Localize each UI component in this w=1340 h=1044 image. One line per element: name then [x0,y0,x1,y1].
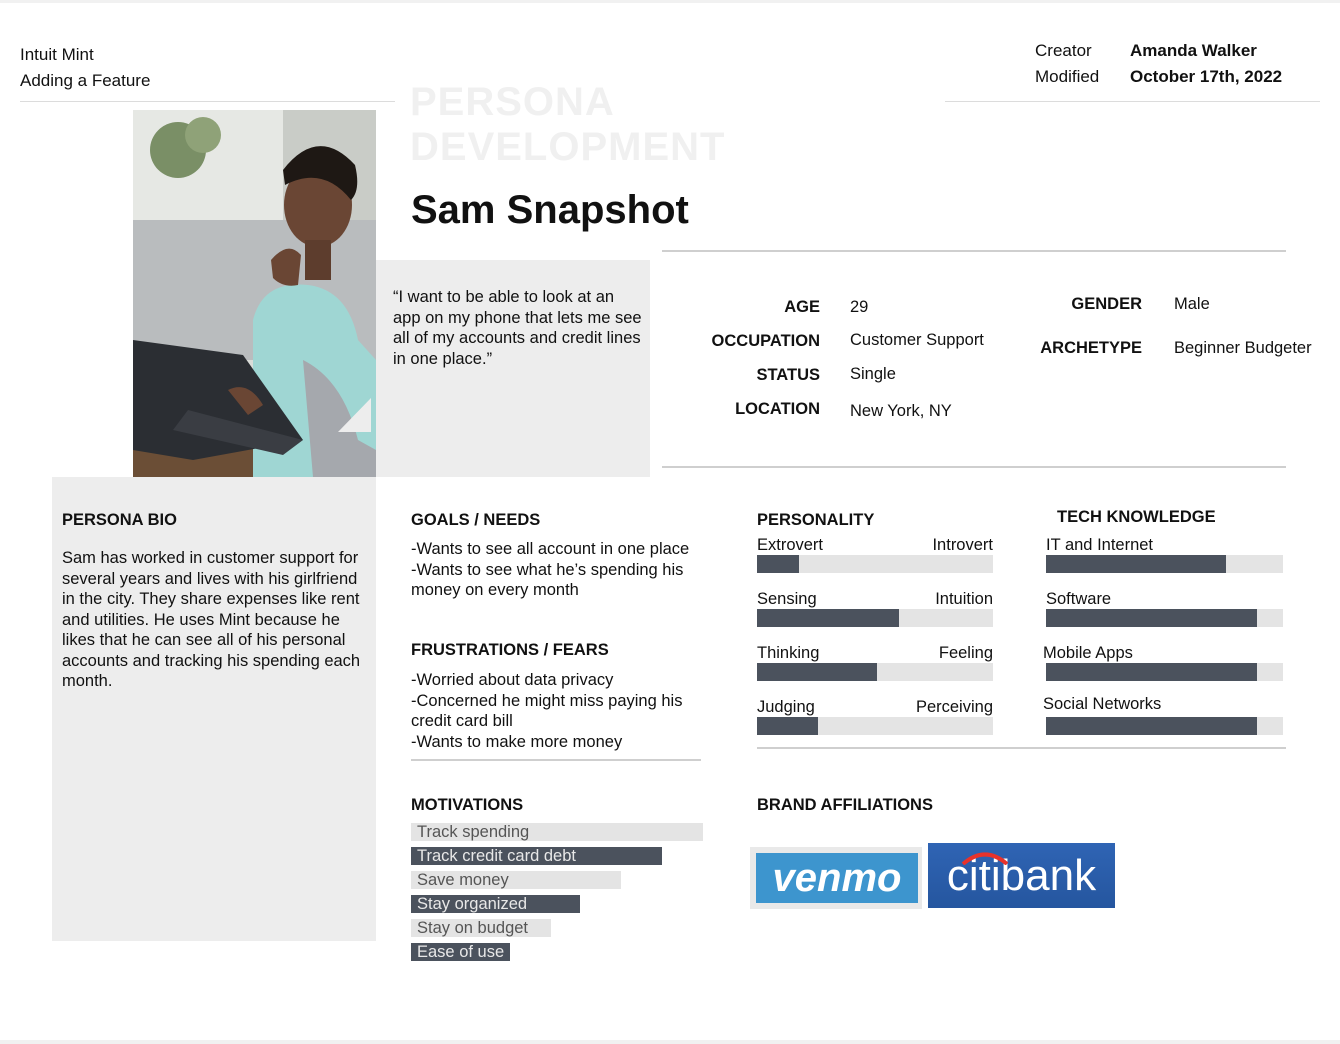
personality-title: PERSONALITY [757,511,875,529]
personality-trait [757,644,993,681]
trait-right-label: Introvert [932,536,993,554]
tech-bar-fill [1046,555,1226,573]
tech-label: Software [1046,590,1112,608]
details-top-rule [662,250,1286,252]
trait-bar [757,555,993,573]
tech-item [1043,695,1283,735]
goal-item: -Wants to see all account in one place [411,540,690,558]
venmo-logo [750,847,922,909]
persona-quote: “I want to be able to look at an app on my phone that lets me see all of my accounts and credit lines in one place.” [393,288,642,368]
page-title: PERSONA DEVELOPMENT [410,80,726,169]
trait-bar [757,717,993,735]
header-rule-left [20,101,395,102]
header-meta [1035,38,1282,90]
goals-list [411,539,696,601]
motivation-item: Stay on budget [411,919,551,937]
occupation-label: OCCUPATION [711,332,820,350]
project-name: Adding a Feature [20,71,151,90]
tech-item [1046,536,1283,573]
personality-trait [757,536,993,573]
trait-bar-fill [757,609,899,627]
modified-value: October 17th, 2022 [1130,67,1283,86]
frustrations-title: FRUSTRATIONS / FEARS [411,641,609,659]
goals-rule [411,759,701,761]
trait-bar [757,609,993,627]
trait-bar [757,663,993,681]
motivation-item: Ease of use [411,943,510,961]
trait-bar-fill [757,663,877,681]
motivation-item: Stay organized [411,895,580,913]
header-left [20,42,150,94]
goal-item: -Wants to see what he’s spending his money on every month [411,560,684,599]
gender-label: GENDER [1071,295,1142,313]
tech-bar-fill [1046,609,1257,627]
trait-left-label: Thinking [757,644,820,662]
frustration-item: -Worried about data privacy [411,671,614,689]
citibank-logo [928,843,1115,908]
creator-label: Creator [1035,41,1092,60]
goals-title: GOALS / NEEDS [411,511,541,529]
trait-right-label: Perceiving [915,698,993,716]
company-name: Intuit Mint [20,45,94,64]
archetype-label: ARCHETYPE [1040,339,1142,357]
tech-label: Mobile Apps [1043,644,1133,662]
tech-title: TECH KNOWLEDGE [1057,508,1216,526]
traits-rule [757,747,1286,749]
location-label: LOCATION [735,400,820,418]
tech-bar [1046,717,1283,735]
tech-bar-fill [1046,663,1257,681]
trait-bar-fill [757,717,818,735]
tech-bar [1046,663,1283,681]
bio-text: Sam has worked in customer support for several years and lives with his girlfriend in the city. They share expenses like rent and utilities. He uses Mint because he likes that he can see all of his personal accounts and tracking his spending each month. [62,549,361,690]
frustrations-list [411,670,696,752]
motivations-title: MOTIVATIONS [411,796,524,814]
frustration-item: -Wants to make more money [411,732,623,751]
header-rule-right [945,101,1320,102]
motivation-item: Track credit card debt [411,847,662,865]
tech-item [1046,590,1283,627]
bottom-border [0,1040,1340,1044]
age-label: AGE [784,298,820,316]
persona-photo [133,110,376,477]
top-border [0,0,1340,3]
brands-title: BRAND AFFILIATIONS [757,796,933,814]
modified-label: Modified [1035,67,1100,86]
motivations-list [411,823,703,961]
status-value: Single [850,365,896,383]
trait-bar-fill [757,555,799,573]
personality-trait [757,590,993,627]
trait-left-label: Sensing [757,590,817,608]
location-value: New York, NY [850,402,952,420]
trait-right-label: Feeling [938,644,993,662]
tech-bar-fill [1046,717,1257,735]
tech-label: Social Networks [1043,695,1162,713]
gender-value: Male [1174,295,1210,313]
persona-name: Sam Snapshot [411,188,689,232]
motivation-item: Track spending [411,823,703,841]
bio-panel [52,477,376,941]
citibank-wordmark: citibank [946,851,1097,900]
archetype-value: Beginner Budgeter [1174,339,1312,357]
tech-bar [1046,609,1283,627]
frustration-item: -Concerned he might miss paying his credit card bill [411,691,683,730]
trait-right-label: Intuition [935,590,993,608]
creator-value: Amanda Walker [1130,41,1257,60]
tech-bar [1046,555,1283,573]
tech-item [1043,644,1283,681]
occupation-value: Customer Support [850,331,984,349]
trait-left-label: Judging [757,698,815,716]
bio-title: PERSONA BIO [62,511,177,529]
venmo-wordmark: venmo [756,853,918,903]
age-value: 29 [850,298,869,316]
status-label: STATUS [756,366,820,384]
details-bottom-rule [662,466,1286,468]
personality-trait [757,698,993,735]
motivation-item: Save money [411,871,621,889]
trait-left-label: Extrovert [757,536,824,554]
tech-label: IT and Internet [1046,536,1154,554]
citi-arc-icon [961,849,1009,865]
